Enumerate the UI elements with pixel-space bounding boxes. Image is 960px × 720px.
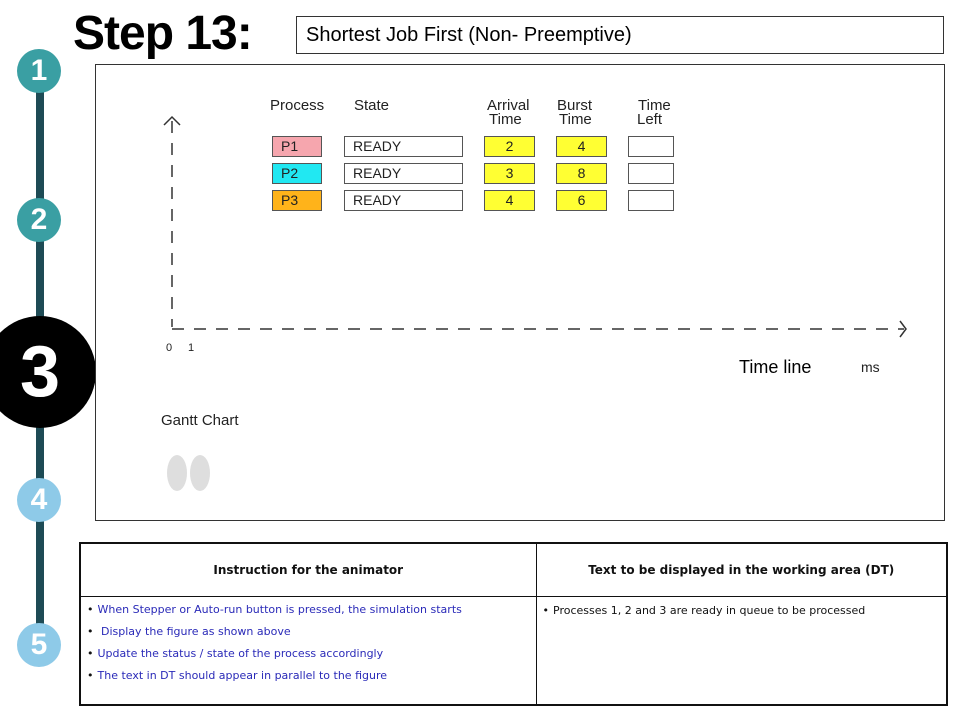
list-item: • Processes 1, 2 and 3 are ready in queue to be processed <box>542 604 866 617</box>
header-timeleft-line2: Left <box>637 111 663 128</box>
arrival-p3: 4 <box>484 190 535 211</box>
figure-area <box>95 64 945 521</box>
list-item: • The text in DT should appear in parallel to the figure <box>87 669 388 682</box>
step-title: Step 13: <box>73 7 252 60</box>
header-timeleft-line1: Time <box>638 97 671 114</box>
state-p2: READY <box>344 163 463 184</box>
header-process: Process <box>270 97 325 114</box>
process-p1: P1 <box>272 136 322 157</box>
gantt-placeholder-shape <box>167 455 187 491</box>
dt-text-cell <box>536 597 947 706</box>
header-state: State <box>354 97 390 114</box>
gantt-chart-label: Gantt Chart <box>161 412 239 429</box>
column-header-animator: Instruction for the animator <box>80 543 536 597</box>
header-arrival-line2: Time <box>489 111 522 128</box>
tick-label-0: 0 <box>166 342 173 354</box>
table-row <box>80 597 947 706</box>
burst-p2: 8 <box>556 163 607 184</box>
burst-p3: 6 <box>556 190 607 211</box>
column-header-dt: Text to be displayed in the working area (DT) <box>536 543 947 597</box>
list-item: • Update the status / state of the process accordingly <box>87 647 384 660</box>
arrival-p2: 3 <box>484 163 535 184</box>
step-2-button[interactable]: 2 <box>17 198 61 242</box>
timeline-label: Time line <box>739 357 812 377</box>
step-4-button[interactable]: 4 <box>17 478 61 522</box>
header-arrival-line1: Arrival <box>487 97 530 114</box>
timeleft-p3 <box>628 190 674 211</box>
timeleft-p1 <box>628 136 674 157</box>
process-p2: P2 <box>272 163 322 184</box>
burst-p1: 4 <box>556 136 607 157</box>
arrival-p1: 2 <box>484 136 535 157</box>
state-p1: READY <box>344 136 463 157</box>
step-5-button[interactable]: 5 <box>17 623 61 667</box>
header-burst-line1: Burst <box>557 97 593 114</box>
algorithm-title: Shortest Job First (Non- Preemptive) <box>296 16 944 54</box>
tick-label-1: 1 <box>188 342 195 354</box>
animator-instructions-cell <box>80 597 536 706</box>
unit-label: ms <box>861 359 880 375</box>
timeline-axes <box>96 65 944 520</box>
instruction-table <box>79 542 948 706</box>
gantt-placeholder-shape <box>190 455 210 491</box>
state-p3: READY <box>344 190 463 211</box>
header-burst-line2: Time <box>559 111 592 128</box>
table-header-row <box>80 543 947 597</box>
list-item: • When Stepper or Auto-run button is pressed, the simulation starts <box>87 603 462 616</box>
step-3-button-active[interactable]: 3 <box>0 316 96 428</box>
step-1-button[interactable]: 1 <box>17 49 61 93</box>
list-item: • Display the figure as shown above <box>87 625 291 638</box>
process-p3: P3 <box>272 190 322 211</box>
timeleft-p2 <box>628 163 674 184</box>
